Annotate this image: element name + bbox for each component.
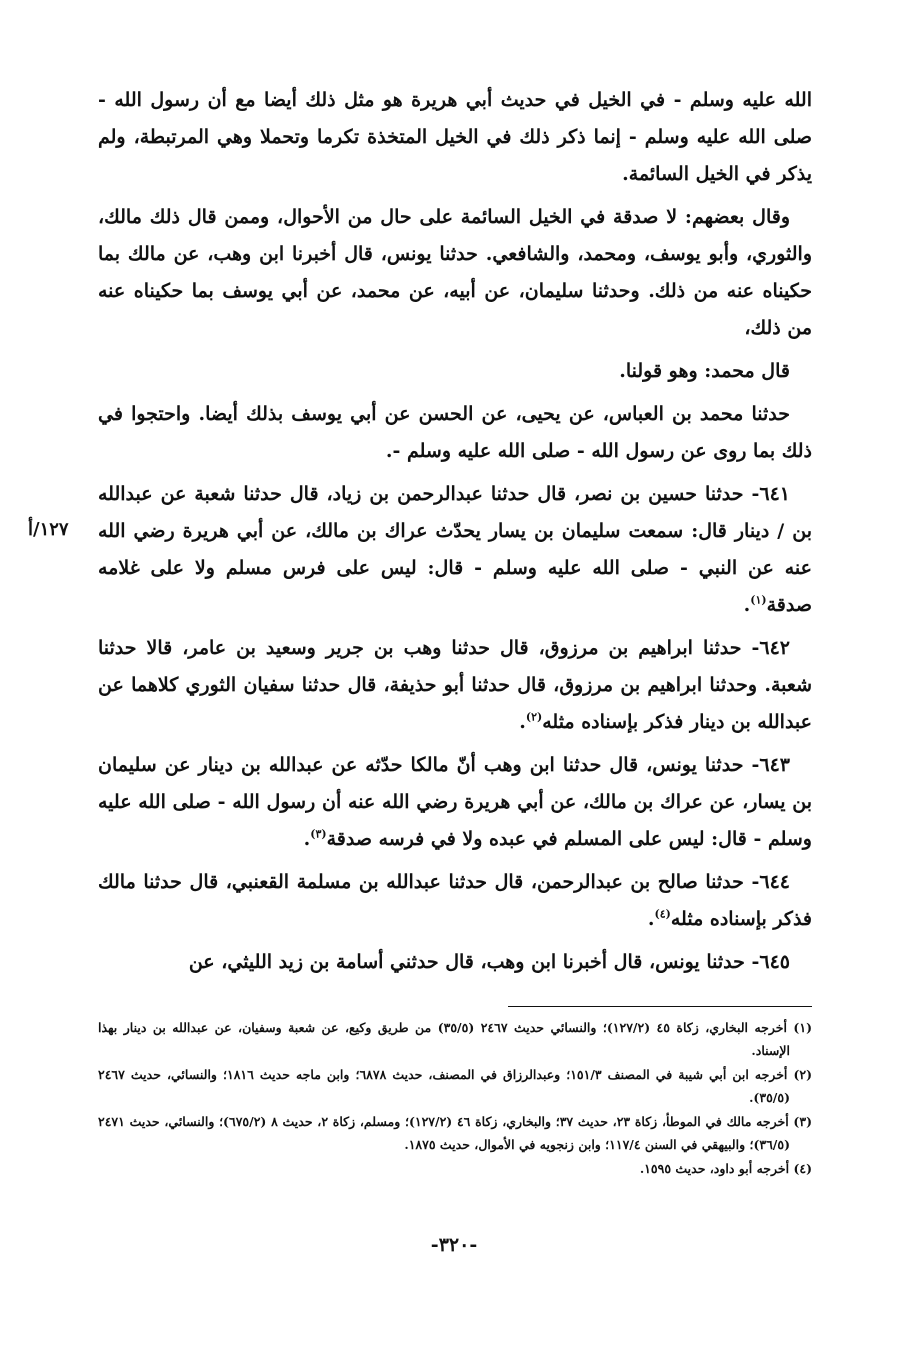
footnote-ref-2[interactable]: (٢) [525, 710, 543, 724]
footnote-3: (٣) أخرجه مالك في الموطأ، زكاة ٢٣، حديث ٣٧؛ والبخاري، زكاة ٤٦ (١٢٧/٢)؛ ومسلم، زكاة ٢، حديث ٨ (٦٧٥/٢)؛ والنسائي، حديث ٢٤٧١ (٣٦/٥)؛ والبيهقي في السنن ١١٧/٤؛ وابن زنجويه في الأموال، حديث ١٨٧٥. [98, 1114, 812, 1152]
manuscript-folio-marker: ١٢٧/أ [28, 519, 69, 540]
hadith-642: ٦٤٢- حدثنا ابراهيم بن مرزوق، قال حدثنا وهب بن جرير وسعيد بن عامر، قالا حدثنا شعبة. وحدثنا ابراهيم بن مرزوق، قال حدثنا أبو حذيفة، قال حدثنا سفيان الثوري كلاهما عن عبدالله بن دينار فذكر بإسناده مثله$^{(٢)}$. [98, 637, 812, 733]
footnote-1: (١) أخرجه البخاري، زكاة ٤٥ (١٢٧/٢)؛ والنسائي حديث ٢٤٦٧ (٣٥/٥) من طريق وكيع، عن شعبة وسفيان، عن عبدالله بن دينار بهذا الإسناد. [98, 1020, 812, 1058]
footnotes [98, 1016, 812, 1181]
paragraph-opinion: وقال بعضهم: لا صدقة في الخيل السائمة على حال من الأحوال، وممن قال ذلك مالك، والثوري، وأبو يوسف، ومحمد، والشافعي. حدثنا يونس، قال أخبرنا ابن وهب، عن مالك بما حكيناه عنه من ذلك. وحدثنا سليمان، عن أبيه، عن محمد، عن أبي يوسف بما حكيناه عنه من ذلك، [98, 206, 812, 339]
hadith-643: ٦٤٣- حدثنا يونس، قال حدثنا ابن وهب أنّ مالكا حدّثه عن عبدالله بن دينار عن سليمان بن يسار، عن عراك بن مالك، عن أبي هريرة رضي الله عنه أن رسول الله - صلى الله عليه وسلم - قال: ليس على المسلم في عبده ولا في فرسه صدقة$^{(٣)}$. [98, 754, 812, 850]
page-number: -٣٢٠- [430, 1234, 478, 1256]
footnote-divider [508, 1006, 812, 1007]
hadith-644: ٦٤٤- حدثنا صالح بن عبدالرحمن، قال حدثنا عبدالله بن مسلمة القعنبي، قال حدثنا مالك فذكر بإسناده مثله$^{(٤)}$. [98, 871, 812, 930]
paragraph-muhammad: قال محمد: وهو قولنا. [619, 360, 790, 382]
paragraph-continuation: الله عليه وسلم - في الخيل في حديث أبي هريرة هو مثل ذلك أيضا مع أن رسول الله - صلى الله عليه وسلم - إنما ذكر ذلك في الخيل المتخذة تكرما وتحملا وهي المرتبطة، ولم يذكر في الخيل السائمة. [98, 89, 812, 185]
hadith-645: ٦٤٥- حدثنا يونس، قال أخبرنا ابن وهب، قال حدثني أسامة بن زيد الليثي، عن [188, 951, 790, 973]
footnote-ref-3[interactable]: (٣) [310, 827, 327, 841]
paragraph-abbas: حدثنا محمد بن العباس، عن يحيى، عن الحسن عن أبي يوسف بذلك أيضا. واحتجوا في ذلك بما روى عن رسول الله - صلى الله عليه وسلم -. [98, 403, 812, 462]
footnote-ref-1[interactable]: (١) [750, 593, 767, 607]
footnote-2: (٢) أخرجه ابن أبي شيبة في المصنف ١٥١/٣؛ وعبدالرزاق في المصنف، حديث ٦٨٧٨؛ وابن ماجه حديث ١٨١٦؛ والنسائي، حديث ٢٤٦٧ (٣٥/٥). [98, 1067, 812, 1105]
footnote-4: (٤) أخرجه أبو داود، حديث ١٥٩٥. [639, 1161, 812, 1176]
footnote-ref-4[interactable]: (٤) [654, 907, 671, 921]
hadith-641: ٦٤١- حدثنا حسين بن نصر، قال حدثنا عبدالرحمن بن زياد، قال حدثنا شعبة عن عبدالله بن / دينار قال: سمعت سليمان بن يسار يحدّث عراك بن مالك، عن أبي هريرة رضي الله عنه عن النبي - صلى الله عليه وسلم - قال: ليس على فرس مسلم ولا على غلامه صدقة$^{(١)}$. [98, 483, 812, 616]
main-text [98, 82, 812, 987]
